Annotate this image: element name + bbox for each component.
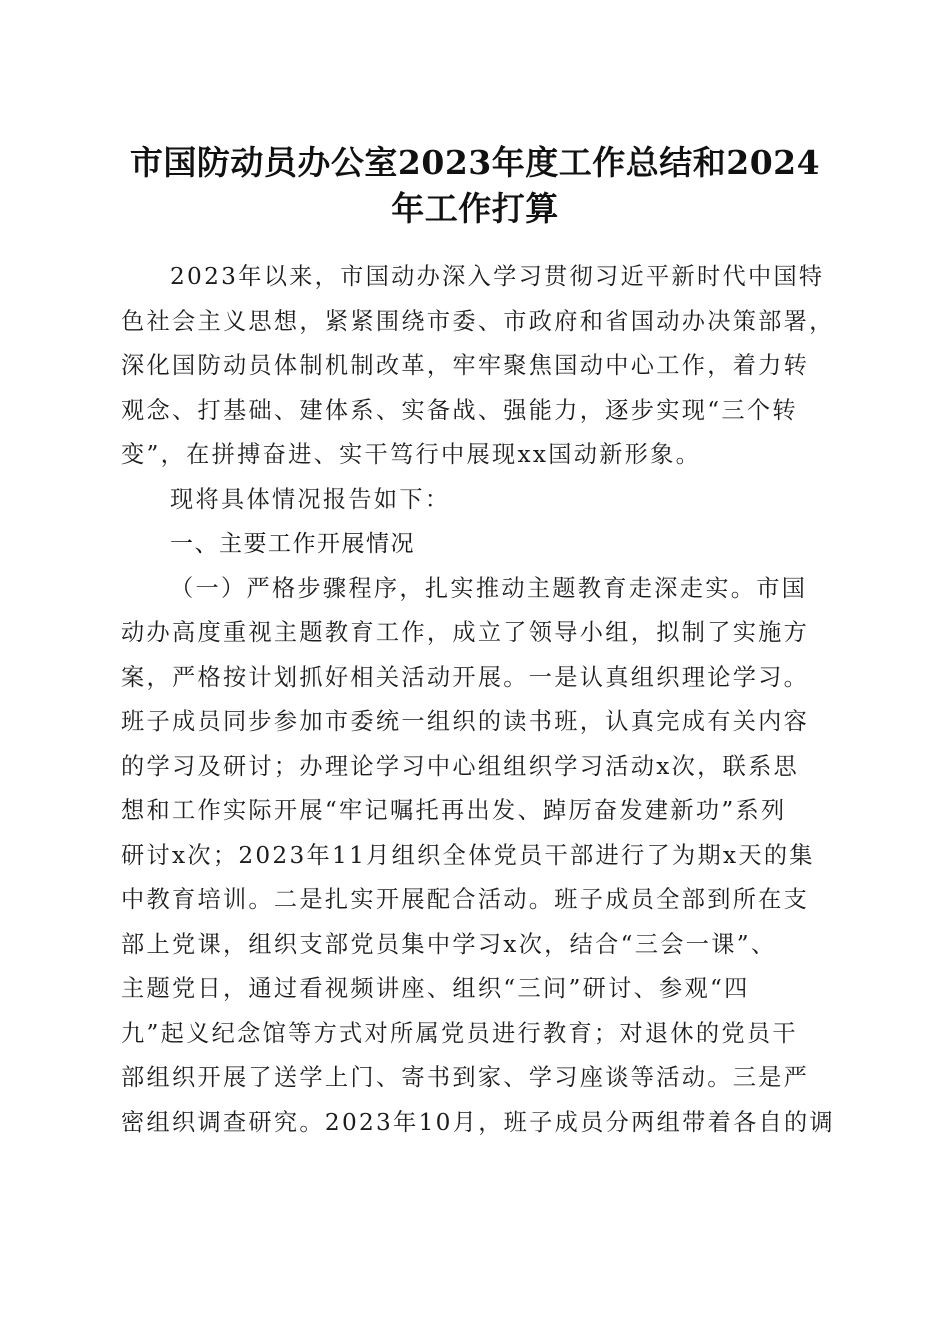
subsection-1-line: 研讨x次；2023年11月组织全体党员干部进行了为期x天的集	[121, 841, 815, 869]
subsection-1-title: （一）严格步骤程序，扎实推动主题教育走深走实。	[170, 574, 757, 602]
subsection-1-first-line-rest: 市国	[756, 574, 808, 602]
paragraph-1-line: 色社会主义思想，紧紧围绕市委、市政府和省国动办决策部署，	[121, 307, 835, 335]
subsection-1-line: 主题党日，通过看视频讲座、组织“三问”研讨、参观“四	[121, 975, 750, 1002]
title-line-2: 年工作打算	[391, 189, 559, 228]
subsection-1-line: 部组织开展了送学上门、寄书到家、学习座谈等活动。三是严	[121, 1064, 810, 1091]
subsection-1-line: 的学习及研讨；办理论学习中心组组织学习活动x次，联系思	[121, 752, 800, 780]
paragraph-1-line: 变”，在拼搏奋进、实干笃行中展现xx国动新形象。	[121, 441, 702, 468]
paragraph-1-line: 2023年以来，市国动办深入学习贯彻习近平新时代中国特	[170, 263, 825, 290]
paragraph-1-line: 深化国防动员体制机制改革，牢牢聚焦国动中心工作，着力转	[121, 352, 810, 379]
section-1-heading: 一、主要工作开展情况	[170, 531, 415, 557]
title-line-1: 市国防动员办公室2023年度工作总结和2024	[129, 143, 821, 182]
subsection-1-line: 班子成员同步参加市委统一组织的读书班，认真完成有关内容	[121, 708, 810, 735]
paragraph-2: 现将具体情况报告如下：	[170, 485, 451, 513]
subsection-1-line: 案，严格按计划抓好相关活动开展。一是认真组织理论学习。	[121, 663, 810, 691]
subsection-1-line: 中教育培训。二是扎实开展配合活动。班子成员全部到所在支	[121, 886, 810, 913]
document-title	[100, 140, 850, 232]
document-body	[121, 255, 836, 1145]
subsection-1-line: 动办高度重视主题教育工作，成立了领导小组，拟制了实施方	[121, 619, 810, 646]
subsection-1-first-line	[121, 567, 831, 612]
paragraph-1-line: 观念、打基础、建体系、实备战、强能力，逐步实现“三个转	[121, 396, 798, 424]
subsection-1-line: 九”起义纪念馆等方式对所属党员进行教育；对退休的党员干	[121, 1019, 798, 1047]
subsection-1-line: 密组织调查研究。2023年10月，班子成员分两组带着各自的调	[121, 1108, 836, 1136]
subsection-1-line: 部上党课，组织支部党员集中学习x次，结合“三会一课”、	[121, 930, 777, 958]
subsection-1-line: 想和工作实际开展“牢记嘱托再出发、踔厉奋发建新功”系列	[121, 797, 787, 824]
